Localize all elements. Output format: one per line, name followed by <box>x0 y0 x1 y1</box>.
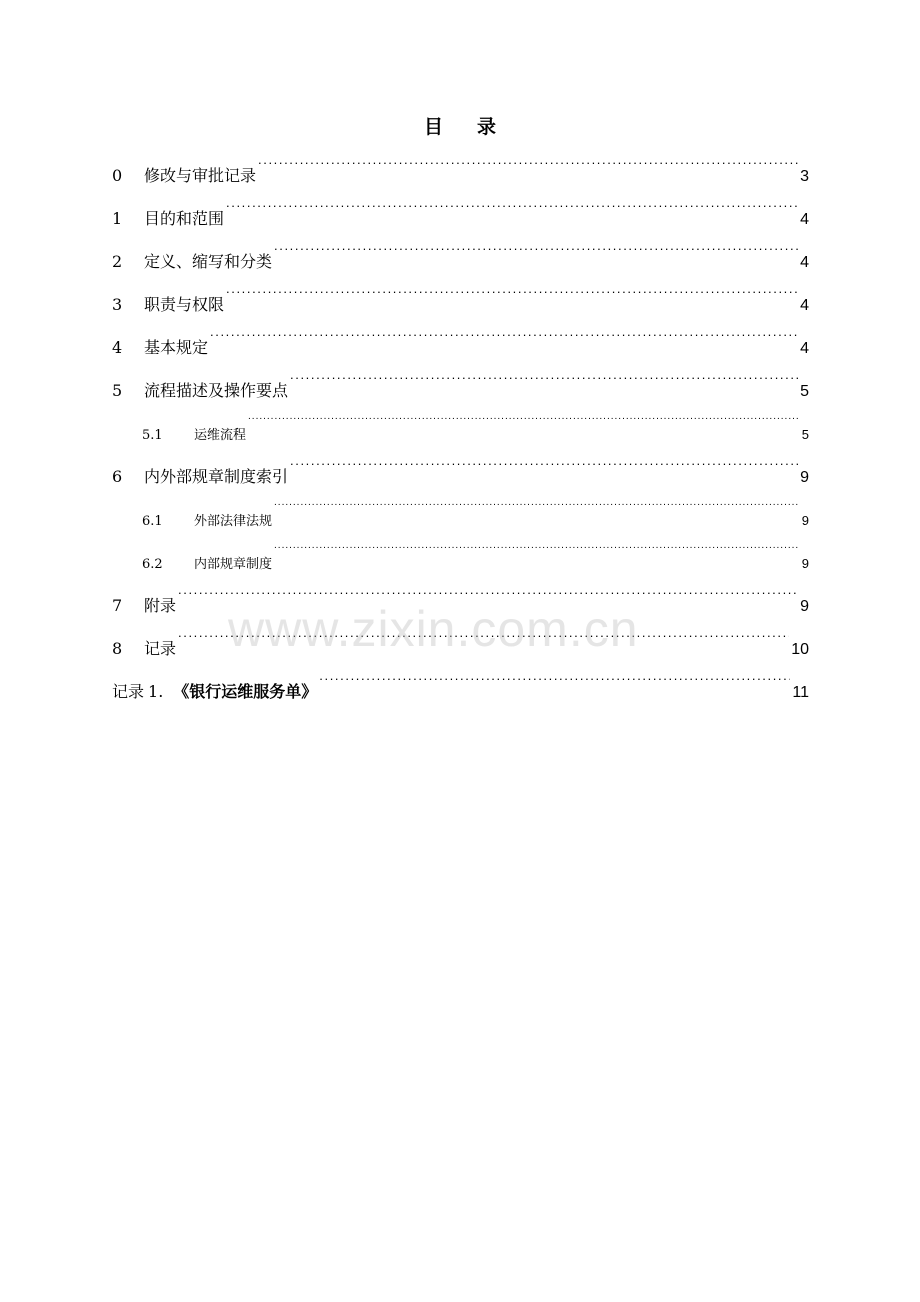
toc-entry-label: 职责与权限 <box>144 295 225 314</box>
record-prefix: 记录 <box>112 682 145 701</box>
toc-entry-number: 0 <box>112 166 123 185</box>
dot-leader <box>290 452 798 482</box>
toc-entry-label: 运维流程 <box>194 428 247 443</box>
toc-entry-5[interactable] <box>112 366 809 409</box>
dot-leader <box>210 323 798 353</box>
toc-entry-number: 5 <box>112 381 123 400</box>
toc-title <box>0 112 920 139</box>
toc-entry-page: 9 <box>800 469 809 486</box>
toc-entry-0[interactable] <box>112 151 809 194</box>
toc-entry-6-1[interactable] <box>112 495 809 538</box>
toc-entry-page: 9 <box>800 598 809 615</box>
toc-entry-page: 5 <box>800 383 809 400</box>
toc-entry-3[interactable] <box>112 280 809 323</box>
toc-entry-page: 4 <box>800 211 809 228</box>
toc-entry-page: 9 <box>801 513 809 528</box>
toc-entry-record-1[interactable] <box>112 667 809 710</box>
toc-entry-page: 11 <box>792 684 809 701</box>
toc-entry-number: 7 <box>112 596 123 615</box>
toc-entry-label: 附录 <box>144 596 177 615</box>
toc-entry-label: 记录 <box>144 639 177 658</box>
toc-entry-label: 外部法律法规 <box>194 514 273 529</box>
dot-leader <box>178 624 789 654</box>
dot-leader <box>319 667 790 697</box>
toc-entry-label: 修改与审批记录 <box>144 166 257 185</box>
toc-entry-label: 内外部规章制度索引 <box>144 467 289 486</box>
toc-entry-2[interactable] <box>112 237 809 280</box>
record-label: 《银行运维服务单》 <box>173 682 318 701</box>
toc-entry-number: 6 <box>112 467 123 486</box>
toc-entry-4[interactable] <box>112 323 809 366</box>
toc-entry-label: 流程描述及操作要点 <box>144 381 289 400</box>
dot-leader <box>226 194 798 224</box>
toc-entry-1[interactable] <box>112 194 809 237</box>
toc-entry-number: 1 <box>112 209 123 228</box>
toc-entry-number: 3 <box>112 295 123 314</box>
dot-leader <box>274 237 798 267</box>
toc-entry-7[interactable] <box>112 581 809 624</box>
dot-leader <box>290 366 798 396</box>
toc-entry-number: 6.2 <box>142 557 163 572</box>
toc-entry-label: 基本规定 <box>144 338 209 357</box>
toc-entry-page: 4 <box>800 297 809 314</box>
dot-leader <box>178 581 798 611</box>
toc-entry-6[interactable] <box>112 452 809 495</box>
toc-entry-page: 9 <box>801 556 809 571</box>
toc-entry-6-2[interactable] <box>112 538 809 581</box>
toc-entry-number: 5.1 <box>142 428 163 443</box>
toc-entry-5-1[interactable] <box>112 409 809 452</box>
toc-entry-label: 目的和范围 <box>144 209 225 228</box>
toc-entry-number: 8 <box>112 639 123 658</box>
toc-title-char-2: 录 <box>477 116 497 138</box>
toc-entry-page: 4 <box>800 254 809 271</box>
toc-entry-8[interactable] <box>112 624 809 667</box>
dot-leader <box>274 538 800 568</box>
dot-leader <box>274 495 800 525</box>
toc-entry-page: 3 <box>800 168 809 185</box>
toc-entry-label: 内部规章制度 <box>194 557 273 572</box>
dot-leader <box>258 151 798 181</box>
toc-entry-page: 4 <box>800 340 809 357</box>
toc-entry-label: 定义、缩写和分类 <box>144 252 273 271</box>
dot-leader <box>248 409 800 439</box>
record-number: 1. <box>148 682 164 701</box>
toc-list <box>112 151 809 710</box>
dot-leader <box>226 280 798 310</box>
toc-title-char-1: 目 <box>423 116 443 138</box>
toc-entry-number: 6.1 <box>142 514 163 529</box>
toc-entry-page: 10 <box>791 641 809 658</box>
watermark: www.zixin.com.cn <box>228 601 639 657</box>
toc-entry-page: 5 <box>801 427 809 442</box>
toc-entry-number: 2 <box>112 252 123 271</box>
toc-entry-number: 4 <box>112 338 123 357</box>
